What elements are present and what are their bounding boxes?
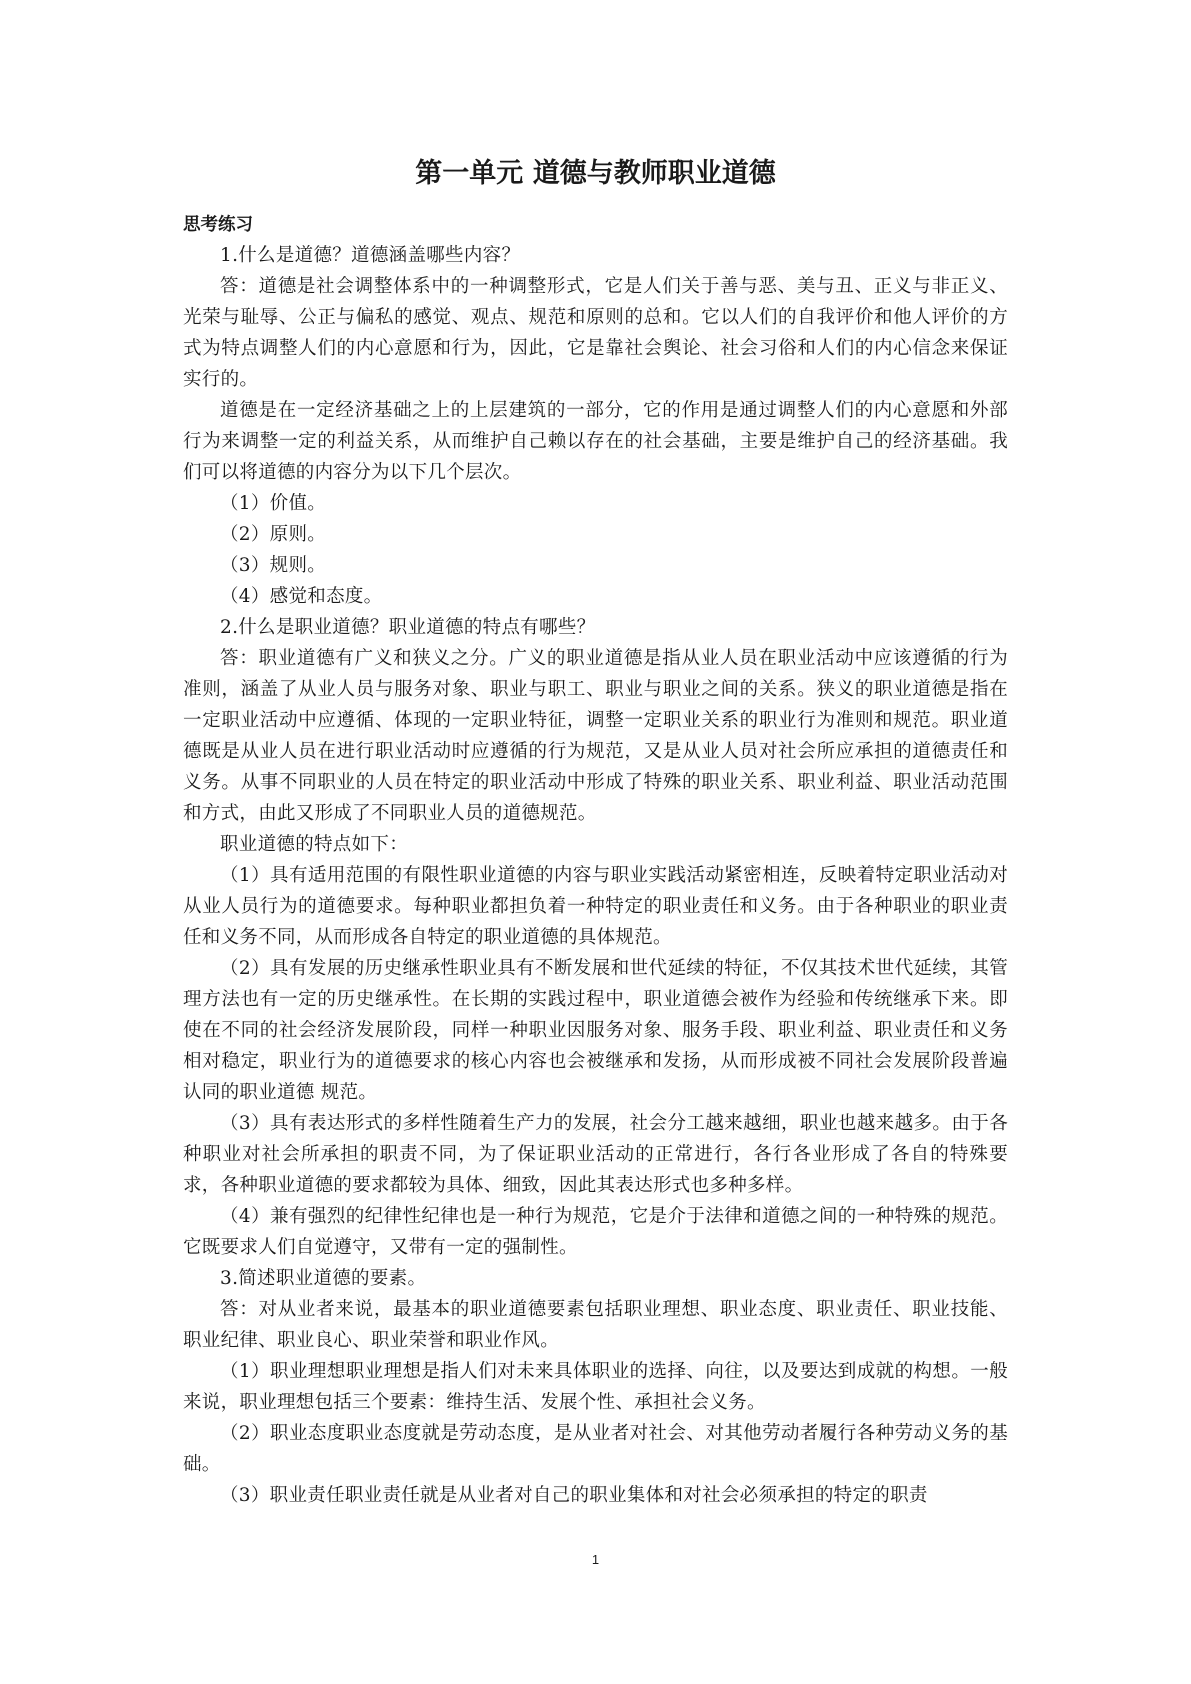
answer-2-paragraph: 职业道德的特点如下： [220, 834, 409, 855]
list-item: （1）具有适用范围的有限性职业道德的内容与职业实践活动紧密相连，反映着特定职业活动对从业人员行为的道德要求。每种职业都担负着一种特定的职业责任和义务。由于各种职业的职业责任和义务不同，从而形成各自特定的职业道德的具体规范。 [183, 865, 1008, 948]
list-item: （2）原则。 [220, 524, 327, 545]
question-1: 1.什么是道德？道德涵盖哪些内容？ [220, 245, 521, 266]
page-title: 第一单元 道德与教师职业道德 [415, 158, 776, 189]
list-item: （3）规则。 [220, 555, 327, 576]
page-number: 1 [591, 1552, 600, 1567]
list-item: （2）职业态度职业态度就是劳动态度，是从业者对社会、对其他劳动者履行各种劳动义务的基础。 [183, 1423, 1008, 1475]
answer-2-paragraph: 答：职业道德有广义和狭义之分。广义的职业道德是指从业人员在职业活动中应该遵循的行为准则，涵盖了从业人员与服务对象、职业与职工、职业与职业之间的关系。狭义的职业道德是指在一定职业活动中应遵循、体现的一定职业特征，调整一定职业关系的职业行为准则和规范。职业道德既是从业人员在进行职业活动时应遵循的行为规范，又是从业人员对社会所应承担的道德责任和义务。从事不同职业的人员在特定的职业活动中形成了特殊的职业关系、职业利益、职业活动范围和方式，由此又形成了不同职业人员的道德规范。 [183, 648, 1008, 824]
answer-1-paragraph: 答：道德是社会调整体系中的一种调整形式，它是人们关于善与恶、美与丑、正义与非正义、光荣与耻辱、公正与偏私的感觉、观点、规范和原则的总和。它以人们的自我评价和他人评价的方式为特点调整人们的内心意愿和行为，因此，它是靠社会舆论、社会习俗和人们的内心信念来保证实行的。 [183, 276, 1008, 390]
section-heading: 思考练习 [183, 215, 253, 235]
list-item: （4）感觉和态度。 [220, 586, 383, 607]
question-3: 3.简述职业道德的要素。 [220, 1268, 427, 1289]
question-2: 2.什么是职业道德？职业道德的特点有哪些？ [220, 617, 596, 638]
list-item: （3）具有表达形式的多样性随着生产力的发展，社会分工越来越细，职业也越来越多。由于各种职业对社会所承担的职责不同，为了保证职业活动的正常进行，各行各业形成了各自的特殊要求，各种职业道德的要求都较为具体、细致，因此其表达形式也多种多样。 [183, 1113, 1008, 1196]
document-body [183, 210, 1008, 1511]
list-item: （3）职业责任职业责任就是从业者对自己的职业集体和对社会必须承担的特定的职责 [220, 1485, 928, 1506]
list-item: （2）具有发展的历史继承性职业具有不断发展和世代延续的特征，不仅其技术世代延续，其管理方法也有一定的历史继承性。在长期的实践过程中，职业道德会被作为经验和传统继承下来。即使在不同的社会经济发展阶段，同样一种职业因服务对象、服务手段、职业利益、职业责任和义务相对稳定，职业行为的道德要求的核心内容也会被继承和发扬，从而形成被不同社会发展阶段普遍认同的职业道德 规范。 [183, 958, 1008, 1103]
list-item: （1）职业理想职业理想是指人们对未来具体职业的选择、向往，以及要达到成就的构想。一般来说，职业理想包括三个要素：维持生活、发展个性、承担社会义务。 [183, 1361, 1008, 1413]
answer-1-paragraph: 道德是在一定经济基础之上的上层建筑的一部分，它的作用是通过调整人们的内心意愿和外部行为来调整一定的利益关系，从而维护自己赖以存在的社会基础，主要是维护自己的经济基础。我们可以将道德的内容分为以下几个层次。 [183, 400, 1008, 483]
list-item: （1）价值。 [220, 493, 327, 514]
list-item: （4）兼有强烈的纪律性纪律也是一种行为规范，它是介于法律和道德之间的一种特殊的规范。它既要求人们自觉遵守，又带有一定的强制性。 [183, 1206, 1008, 1258]
answer-3-paragraph: 答：对从业者来说，最基本的职业道德要素包括职业理想、职业态度、职业责任、职业技能、职业纪律、职业良心、职业荣誉和职业作风。 [183, 1299, 1008, 1351]
